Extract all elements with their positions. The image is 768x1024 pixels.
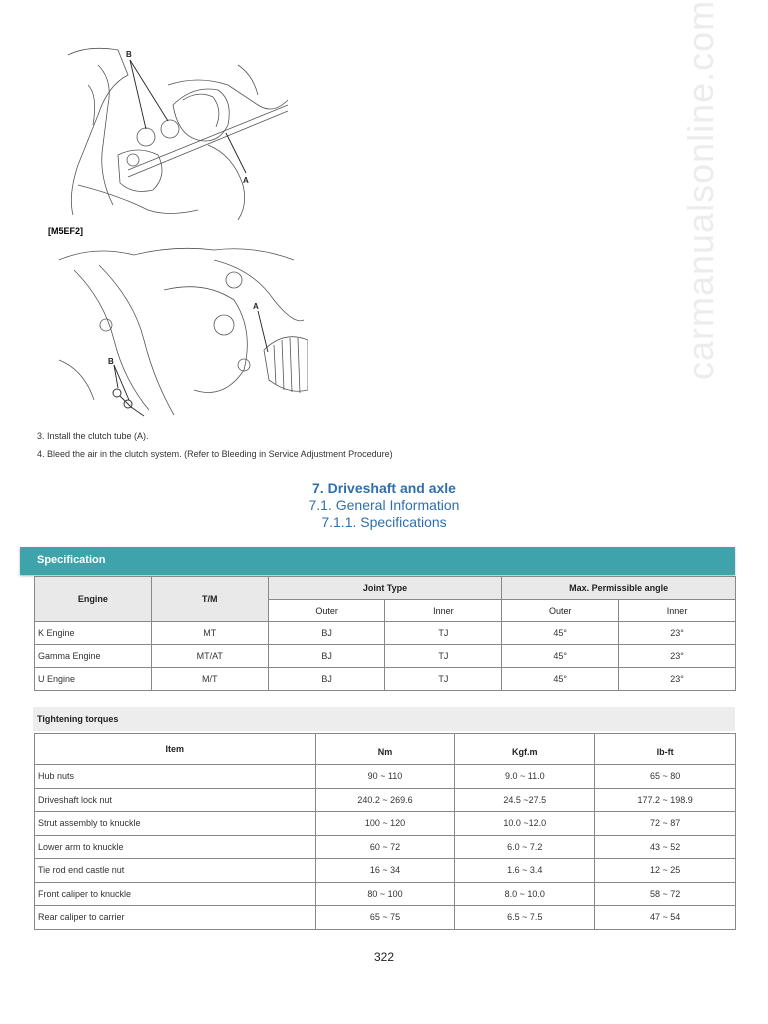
header-joint-outer: Outer <box>268 600 385 622</box>
cell-angle-outer: 45° <box>502 645 619 668</box>
header-item: Item <box>35 734 316 765</box>
cell-engine: Gamma Engine <box>35 645 152 668</box>
step-4-text: 4. Bleed the air in the clutch system. (Refer to Bleeding in Service Adjustment Procedure) <box>37 449 393 459</box>
tightening-torques-bar: Tightening torques <box>33 707 735 731</box>
cell-lbft: 43 ~ 52 <box>595 835 736 859</box>
header-nm: Nm <box>315 740 455 765</box>
cell-angle-outer: 45° <box>502 622 619 645</box>
cell-tm: M/T <box>151 668 268 691</box>
cell-item: Lower arm to knuckle <box>35 835 316 859</box>
cell-kgfm: 10.0 ~12.0 <box>455 812 595 836</box>
callout-a-label: A <box>243 176 249 185</box>
specification-table <box>34 576 736 691</box>
header-engine: Engine <box>35 577 152 622</box>
cell-item: Hub nuts <box>35 765 316 789</box>
cell-nm: 100 ~ 120 <box>315 812 455 836</box>
header-angle-outer: Outer <box>502 600 619 622</box>
page-number: 322 <box>373 950 395 964</box>
table-row <box>35 882 736 906</box>
cell-nm: 16 ~ 34 <box>315 859 455 883</box>
specification-bar: Specification <box>20 547 735 575</box>
cell-item: Rear caliper to carrier <box>35 906 316 930</box>
watermark: carmanualsonline.com <box>680 0 721 380</box>
header-lbft: lb-ft <box>595 740 736 765</box>
figure-clutch-tube-bottom <box>54 240 308 420</box>
cell-joint-outer: BJ <box>268 622 385 645</box>
table-row <box>35 835 736 859</box>
cell-nm: 240.2 ~ 269.6 <box>315 788 455 812</box>
cell-lbft: 177.2 ~ 198.9 <box>595 788 736 812</box>
cell-kgfm: 1.6 ~ 3.4 <box>455 859 595 883</box>
table-row <box>35 788 736 812</box>
cell-joint-inner: TJ <box>385 645 502 668</box>
callout-b-label: B <box>108 357 114 366</box>
cell-kgfm: 9.0 ~ 11.0 <box>455 765 595 789</box>
cell-nm: 90 ~ 110 <box>315 765 455 789</box>
cell-angle-inner: 23° <box>619 668 736 691</box>
cell-engine: U Engine <box>35 668 152 691</box>
cell-item: Strut assembly to knuckle <box>35 812 316 836</box>
tightening-torques-table <box>34 733 736 930</box>
table-row <box>35 812 736 836</box>
section-heading: 7. Driveshaft and axle <box>312 480 456 496</box>
table-row <box>35 906 736 930</box>
cell-item: Front caliper to knuckle <box>35 882 316 906</box>
header-kgfm: Kgf.m <box>455 740 595 765</box>
cell-nm: 80 ~ 100 <box>315 882 455 906</box>
cell-item: Driveshaft lock nut <box>35 788 316 812</box>
header-joint-inner: Inner <box>385 600 502 622</box>
cell-joint-outer: BJ <box>268 668 385 691</box>
cell-nm: 65 ~ 75 <box>315 906 455 930</box>
cell-lbft: 58 ~ 72 <box>595 882 736 906</box>
cell-kgfm: 6.5 ~ 7.5 <box>455 906 595 930</box>
header-angle-inner: Inner <box>619 600 736 622</box>
table-row <box>35 765 736 789</box>
table-row <box>35 859 736 883</box>
step-3-text: 3. Install the clutch tube (A). <box>37 431 149 441</box>
cell-tm: MT/AT <box>151 645 268 668</box>
cell-engine: K Engine <box>35 622 152 645</box>
table-row <box>35 668 736 691</box>
subsubsection-heading: 7.1.1. Specifications <box>321 514 447 530</box>
line-drawing-clutch-assembly <box>58 45 294 220</box>
cell-joint-inner: TJ <box>385 668 502 691</box>
cell-nm: 60 ~ 72 <box>315 835 455 859</box>
figure-label-m5ef2: [M5EF2] <box>48 226 84 236</box>
header-joint-type: Joint Type <box>268 577 502 600</box>
subsection-heading: 7.1. General Information <box>308 497 460 513</box>
callout-a-label: A <box>253 302 259 311</box>
cell-joint-outer: BJ <box>268 645 385 668</box>
table-row <box>35 622 736 645</box>
cell-tm: MT <box>151 622 268 645</box>
line-drawing-clutch-detail <box>54 240 308 420</box>
cell-item: Tie rod end castle nut <box>35 859 316 883</box>
cell-lbft: 72 ~ 87 <box>595 812 736 836</box>
cell-angle-inner: 23° <box>619 645 736 668</box>
cell-lbft: 47 ~ 54 <box>595 906 736 930</box>
cell-lbft: 65 ~ 80 <box>595 765 736 789</box>
figure-clutch-tube-top <box>58 45 294 220</box>
table-row <box>35 645 736 668</box>
cell-angle-outer: 45° <box>502 668 619 691</box>
cell-joint-inner: TJ <box>385 622 502 645</box>
cell-angle-inner: 23° <box>619 622 736 645</box>
header-tm: T/M <box>151 577 268 622</box>
cell-kgfm: 8.0 ~ 10.0 <box>455 882 595 906</box>
cell-kgfm: 24.5 ~27.5 <box>455 788 595 812</box>
cell-kgfm: 6.0 ~ 7.2 <box>455 835 595 859</box>
cell-lbft: 12 ~ 25 <box>595 859 736 883</box>
header-max-angle: Max. Permissible angle <box>502 577 736 600</box>
callout-b-label: B <box>126 50 132 59</box>
